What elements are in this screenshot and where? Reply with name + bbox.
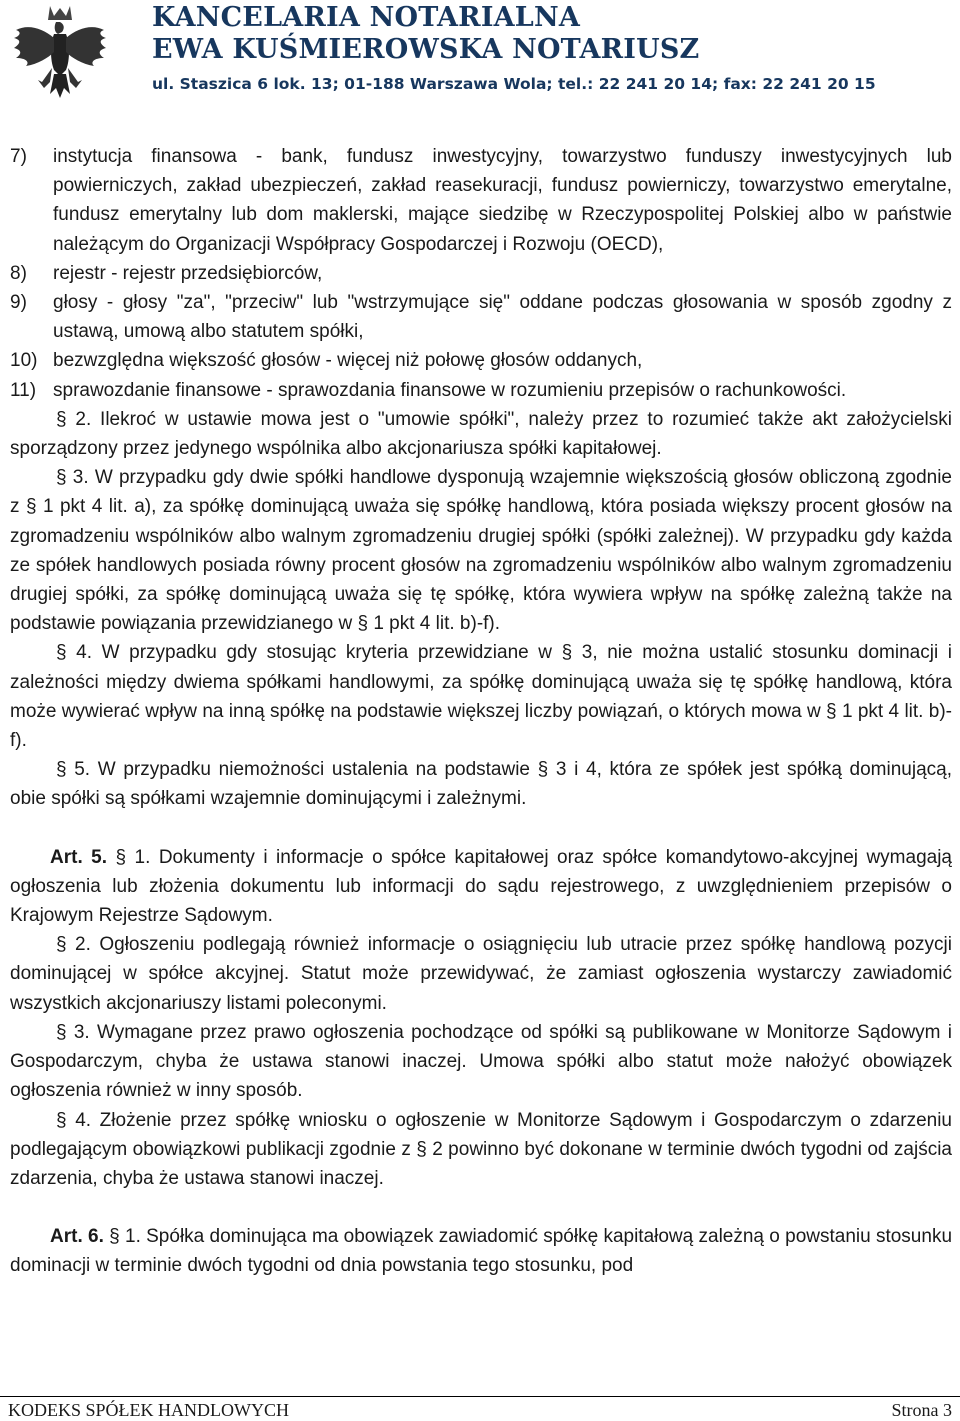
article-label: Art. 5. bbox=[50, 846, 108, 868]
page-number: Strona 3 bbox=[891, 1400, 952, 1420]
notary-name: EWA KUŚMIEROWSKA NOTARIUSZ bbox=[152, 34, 700, 65]
article-5-section-2: § 2. Ogłoszeniu podlegają również informacje o osiągnięciu lub utracie przez spółkę handlową pozycji dominującej w spółce akcyjnej. Statut może przewidywać, że zamiast ogłoszenia wystarczy zawiadomić wszystkich akcjonariuszy listami poleconymi. bbox=[10, 934, 952, 1014]
item-text: rejestr - rejestr przedsiębiorców, bbox=[53, 262, 323, 284]
item-number: 7) bbox=[10, 146, 27, 167]
section-3: § 3. W przypadku gdy dwie spółki handlowe dysponują wzajemnie większością głosów obliczoną zgodnie z § 1 pkt 4 lit. a), za spółkę dominującą uważa się spółkę handlową, która posiada większy procent głosów na zgromadzeniu wspólników albo walnym zgromadzeniu drugiej spółki (spółki zależnej). W przypadku gdy każda ze spółek handlowych posiada równy procent głosów na zgromadzeniu wspólników albo walnym zgromadzeniu drugiej spółki, za spółkę dominującą uważa się tę spółkę, która wywiera wpływ na spółkę zależną także na podstawie powiązania przewidzianego w § 1 pkt 4 lit. b)-f). bbox=[10, 467, 952, 635]
definition-item bbox=[10, 376, 952, 405]
item-text: głosy - głosy "za", "przeciw" lub "wstrzymujące się" oddane podczas głosowania w sposób zgodny z ustawą, umową albo statutem spółki, bbox=[53, 292, 952, 343]
item-text: sprawozdanie finansowe - sprawozdania finansowe w rozumieniu przepisów o rachunkowości. bbox=[53, 379, 847, 401]
article-text: § 1. Spółka dominująca ma obowiązek zawiadomić spółkę kapitałową zależną o powstaniu stosunku dominacji w terminie dwóch tygodni od dnia powstania tego stosunku, pod bbox=[10, 1226, 953, 1277]
footer-divider bbox=[0, 1396, 960, 1397]
article-label: Art. 6. bbox=[50, 1226, 104, 1248]
footer-title: KODEKS SPÓŁEK HANDLOWYCH bbox=[8, 1400, 289, 1420]
article-5-section-4: § 4. Złożenie przez spółkę wniosku o ogłoszenie w Monitorze Sądowym i Gospodarczym o zdarzeniu podlegającym obowiązkowi publikacji zgodnie z § 2 powinno być dokonane w terminie dwóch tygodni od zajścia zdarzenia, chyba że ustawa stanowi inaczej. bbox=[10, 1109, 952, 1189]
definition-item bbox=[10, 288, 952, 346]
letterhead bbox=[0, 0, 960, 110]
article-6-section-1 bbox=[10, 1222, 952, 1280]
definition-item bbox=[10, 142, 952, 259]
definition-item bbox=[10, 346, 952, 375]
section-4: § 4. W przypadku gdy stosując kryteria przewidziane w § 3, nie można ustalić stosunku dominacji i zależności między dwiema spółkami handlowymi, za spółkę dominującą uważa się tę spółkę handlową, która może wywierać wpływ na inną spółkę na podstawie większej liczby powiązań, o których mowa w § 1 pkt 4 lit. b)-f). bbox=[10, 642, 952, 752]
office-name: KANCELARIA NOTARIALNA bbox=[152, 2, 581, 33]
article-text: § 1. Dokumenty i informacje o spółce kapitałowej oraz spółce komandytowo-akcyjnej wymagają ogłoszenia lub złożenia dokumentu lub informacji do sądu rejestrowego, z uwzględnieniem przepisów o Krajowym Rejestrze Sądowym. bbox=[10, 846, 953, 927]
article-5-section-1 bbox=[10, 843, 952, 931]
definition-item bbox=[10, 259, 952, 288]
item-number: 11) bbox=[10, 379, 37, 401]
section-2: § 2. Ilekroć w ustawie mowa jest o "umowie spółki", należy przez to rozumieć także akt założycielski sporządzony przez jedynego wspólnika albo akcjonariusza spółki kapitałowej. bbox=[10, 408, 952, 460]
item-number: 9) bbox=[10, 292, 27, 314]
section-5: § 5. W przypadku niemożności ustalenia na podstawie § 3 i 4, która ze spółek jest spółką dominującą, obie spółki są spółkami wzajemnie dominującymi i zależnymi. bbox=[10, 759, 952, 810]
item-text: instytucja finansowa - bank, fundusz inwestycyjny, towarzystwo funduszy inwestycyjnych lub powierniczych, zakład ubezpieczeń, zakład reasekuracji, fundusz powierniczy, towarzystwo emerytalne, fundusz emerytalny lub dom maklerski, mające siedzibę w Rzeczypospolitej Polskiej albo w państwie należącym do Organizacji Współpracy Gospodarczej i Rozwoju (OECD), bbox=[53, 146, 952, 255]
document-body bbox=[10, 142, 952, 1281]
office-address: ul. Staszica 6 lok. 13; 01-188 Warszawa Wola; tel.: 22 241 20 14; fax: 22 241 20 15 bbox=[152, 75, 876, 93]
item-number: 10) bbox=[10, 350, 38, 372]
article-5-section-3: § 3. Wymagane przez prawo ogłoszenia pochodzące od spółki są publikowane w Monitorze Sądowym i Gospodarczym, chyba że ustawa stanowi inaczej. Umowa spółki albo statut może nałożyć obowiązek ogłoszenia również w inny sposób. bbox=[10, 1021, 952, 1102]
item-number: 8) bbox=[10, 262, 27, 284]
polish-eagle-emblem-icon bbox=[10, 2, 110, 106]
item-text: bezwzględna większość głosów - więcej niż połowę głosów oddanych, bbox=[53, 350, 643, 372]
